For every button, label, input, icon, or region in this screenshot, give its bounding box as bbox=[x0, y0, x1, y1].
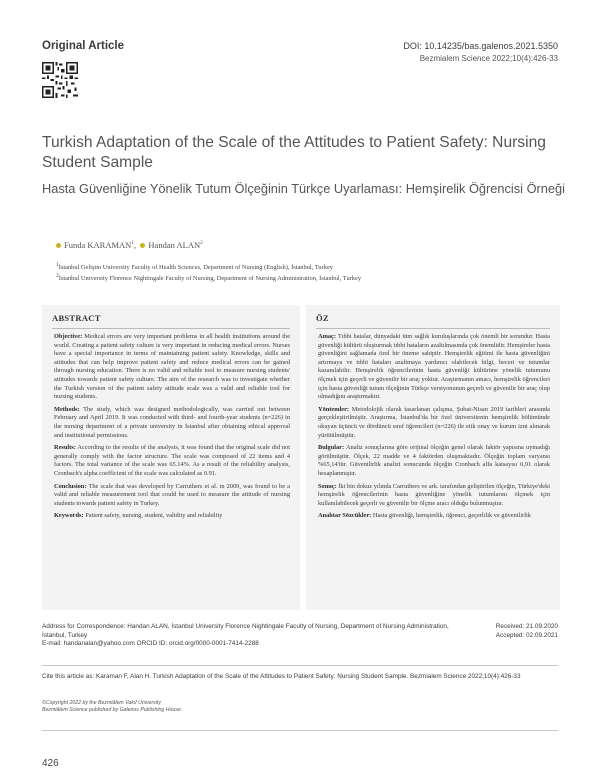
abstract-heading: ÖZ bbox=[316, 313, 329, 323]
section-text: Tıbbi hatalar, dünyadaki tüm sağlık kuruluşlarında çok önemli bir sorundur. Hasta güvenliği kültürü oluşturmak tıbbi hataların azaltılmasında çok önemlidir. Hemşireler hasta güvenliğini sağlamada özel bir öneme sahiptir. Hemşirelik eğitimi ile hasta güvenliğini artırmaya ve tıbbi hataları azaltmaya yardımcı olabilecek bilgi, beceri ve tutumlar kazanılabilir. Hemşirelik öğrencilerinin hasta güvenliği kültürüne yönelik tutumunu ölçmek için geçerli ve güvenilir bir araç yoktur. Araştırmanın amacı, hemşirelik öğrencileri için hasta güvenliği tutum ölçeğinin Türkçe versiyonunun geçerli ve güvenilir bir araç olup olmadığını araştırmaktır. bbox=[318, 333, 550, 401]
author-name: Funda KARAMAN bbox=[64, 240, 132, 250]
author-affiliation-number: 2 bbox=[200, 240, 203, 247]
abstract-bulgular bbox=[318, 444, 550, 478]
section-text: The scale that was developed by Carruthers et al. in 2009, was found to be a valid and reliable measurement tool that could be used to measure the attitude of nursing students towards patient safety in Turkey. bbox=[54, 482, 290, 507]
section-text: The study, which was designed methodologically, was carried out between February and April 2019. It was conducted with third- and fourth-year students (n=226) in the nursing department of a private university in İstanbul after obtaining ethical approval and institutional permissions. bbox=[54, 405, 290, 439]
author-affiliation-number: 1 bbox=[131, 240, 135, 247]
article-title: Turkish Adaptation of the Scale of the Attitudes to Patient Safety: Nursing Student Sample bbox=[42, 134, 546, 171]
section-label: Conclusion: bbox=[54, 482, 87, 490]
section-label: Results: bbox=[54, 444, 76, 452]
affiliation bbox=[56, 273, 361, 282]
accepted-date: 02.09.2021 bbox=[526, 631, 558, 639]
author-name: Handan ALAN bbox=[148, 240, 201, 250]
abstract-sonuc bbox=[318, 483, 550, 509]
email-link[interactable]: handanalan@yahoo.com bbox=[63, 640, 135, 648]
accepted-label: Accepted: bbox=[495, 631, 525, 639]
article-dates bbox=[496, 623, 558, 640]
abstract-keywords bbox=[54, 512, 290, 521]
orcid-link[interactable]: orcid.org/0000-0001-7414-2288 bbox=[168, 640, 259, 648]
divider bbox=[52, 328, 290, 329]
correspondence-text: Handan ALAN, İstanbul University Florence Nightingale Faculty of Nursing, Department of Nursing Administration, İstanbul, Turkey bbox=[42, 623, 449, 639]
affiliation-number: 1 bbox=[56, 262, 59, 268]
article-title-turkish: Hasta Güvenliğine Yönelik Tutum Ölçeğinin Türkçe Uyarlaması: Hemşirelik Öğrencisi Örneği bbox=[42, 181, 565, 196]
section-text: Patient safety, nursing, student, validity and reliability bbox=[85, 512, 223, 520]
author-list: Funda KARAMAN$^1$, Handan ALAN$^2$ bbox=[56, 240, 203, 250]
section-text: Hasta güvenliği, hemşirelik, öğrenci, geçerlilik ve güvenilirlik bbox=[372, 512, 531, 520]
affiliation-text: İstanbul Gelişim University Faculty of Health Sciences, Department of Nursing (English), İstanbul, Turkey bbox=[58, 264, 333, 272]
affiliation bbox=[56, 262, 333, 271]
orcid-icon bbox=[140, 243, 145, 248]
cite-label: Cite this article as: bbox=[42, 673, 95, 680]
correspondence bbox=[42, 623, 462, 649]
abstract-amac bbox=[318, 333, 550, 402]
received-label: Received: bbox=[495, 623, 525, 630]
abstract-objective bbox=[54, 333, 290, 402]
copyright bbox=[42, 700, 442, 714]
abstract-english bbox=[42, 305, 300, 610]
section-text: Metodolojik olarak tasarlanan çalışma, Şubat-Nisan 2019 tarihleri arasında gerçekleştirilmiştir. Araştırma, İstanbul'da bir özel üniversitenin hemşirelik bölümünde okuyan üçüncü ve dördüncü sınıf öğrencileri (n=226) ile etik onay ve kurum izni alınarak yürütülmüştür. bbox=[318, 405, 550, 439]
abstract-conclusion bbox=[54, 483, 290, 509]
abstract-turkish bbox=[306, 305, 560, 610]
divider bbox=[42, 730, 558, 731]
section-label: Objective: bbox=[54, 333, 83, 340]
section-label: Methods: bbox=[54, 405, 80, 413]
email-label: E-mail: bbox=[42, 640, 62, 648]
copyright-line: Bezmiâlem Science published by Galenos Publishing House. bbox=[42, 707, 183, 713]
doi: DOI: 10.14235/bas.galenos.2021.5350 bbox=[403, 41, 558, 51]
affiliation-text: İstanbul University Florence Nightingale Faculty of Nursing, Department of Nursing Administration, İstanbul, Turkey bbox=[58, 275, 362, 283]
section-label: Keywords: bbox=[54, 512, 84, 520]
copyright-line: ©Copyright 2022 by the Bezmiâlem Vakıf University bbox=[42, 700, 161, 706]
divider bbox=[42, 665, 558, 666]
section-label: Sonuç: bbox=[318, 482, 337, 490]
section-label: Yöntemler: bbox=[318, 405, 350, 413]
orcid-label: ORCID ID: bbox=[136, 640, 168, 648]
abstract-anahtar bbox=[318, 512, 550, 521]
section-label: Anahtar Sözcükler: bbox=[318, 512, 372, 520]
section-label: Bulgular: bbox=[318, 444, 345, 452]
page-number: 426 bbox=[42, 758, 59, 769]
divider bbox=[316, 328, 550, 329]
abstract-results bbox=[54, 444, 290, 478]
section-text: According to the results of the analysis, it was found that the original scale did not generally comply with the factor structure. The scale was composed of 22 items and 4 factors. The total variance of the scale was 65.14%. As a result of the reliability analysis, Cronbach's alpha coefficient of the scale was calculated as 0.91. bbox=[54, 444, 290, 477]
orcid-icon bbox=[56, 243, 61, 248]
cite-text: Karaman F, Alan H. Turkish Adaptation of the Scale of the Attitudes to Patient Safety: Nursing Student Sample. Bezmialem Science 2022;10(4):426-33 bbox=[96, 673, 521, 680]
received-date: 21.09.2020 bbox=[526, 623, 558, 630]
correspondence-label: Address for Correspondence: bbox=[42, 623, 126, 630]
section-text: Medical errors are very important problems in all health institutions around the world. Creating a patient safety culture is very important in reducing medical errors. Nurses have a special importance in terms of maintaining patient safety. Knowledge, skills and attitudes that can help improve patient safety and reduce medical errors can be gained through nursing education. There is no valid and reliable tool to measure nursing students' attitudes towards patient safety culture. The aim of the research was to investigate whether the Turkish version of the patient safety attitude scale was a valid and reliable tool for nursing students. bbox=[54, 333, 291, 401]
journal-citation: Bezmialem Science 2022;10(4):426-33 bbox=[419, 54, 558, 63]
abstract-methods bbox=[54, 406, 290, 440]
abstract-heading: ABSTRACT bbox=[52, 313, 101, 323]
section-text: Analiz sonuçlarına göre orijinal ölçeğin genel olarak faktör yapısına uymadığı görülmüştür. Ölçek, 22 madde ve 4 faktörden oluşmaktadır. Ölçeğin toplam varyansı %65,14'tür. Güvenilirlik analizi sonucunda ölçeğin Cronbach alfa katsayısı 0,91 olarak hesaplanmıştır. bbox=[318, 444, 550, 477]
qr-code bbox=[42, 62, 78, 98]
affiliation-number: 2 bbox=[56, 273, 59, 279]
abstract-yontemler bbox=[318, 406, 550, 440]
section-label: Amaç: bbox=[318, 333, 336, 340]
article-type-label: Original Article bbox=[42, 40, 125, 52]
section-text: İki bin dokuz yılında Carruthers ve ark. tarafından geliştirilen ölçeğin, Türkiye'deki hemşirelik öğrencilerinin hasta güvenliğine yönelik tutumlarını ölçmek için kullanılabilecek geçerli ve güvenilir bir ölçme aracı olduğu bulunmuştur. bbox=[318, 482, 550, 507]
citation bbox=[42, 673, 542, 682]
